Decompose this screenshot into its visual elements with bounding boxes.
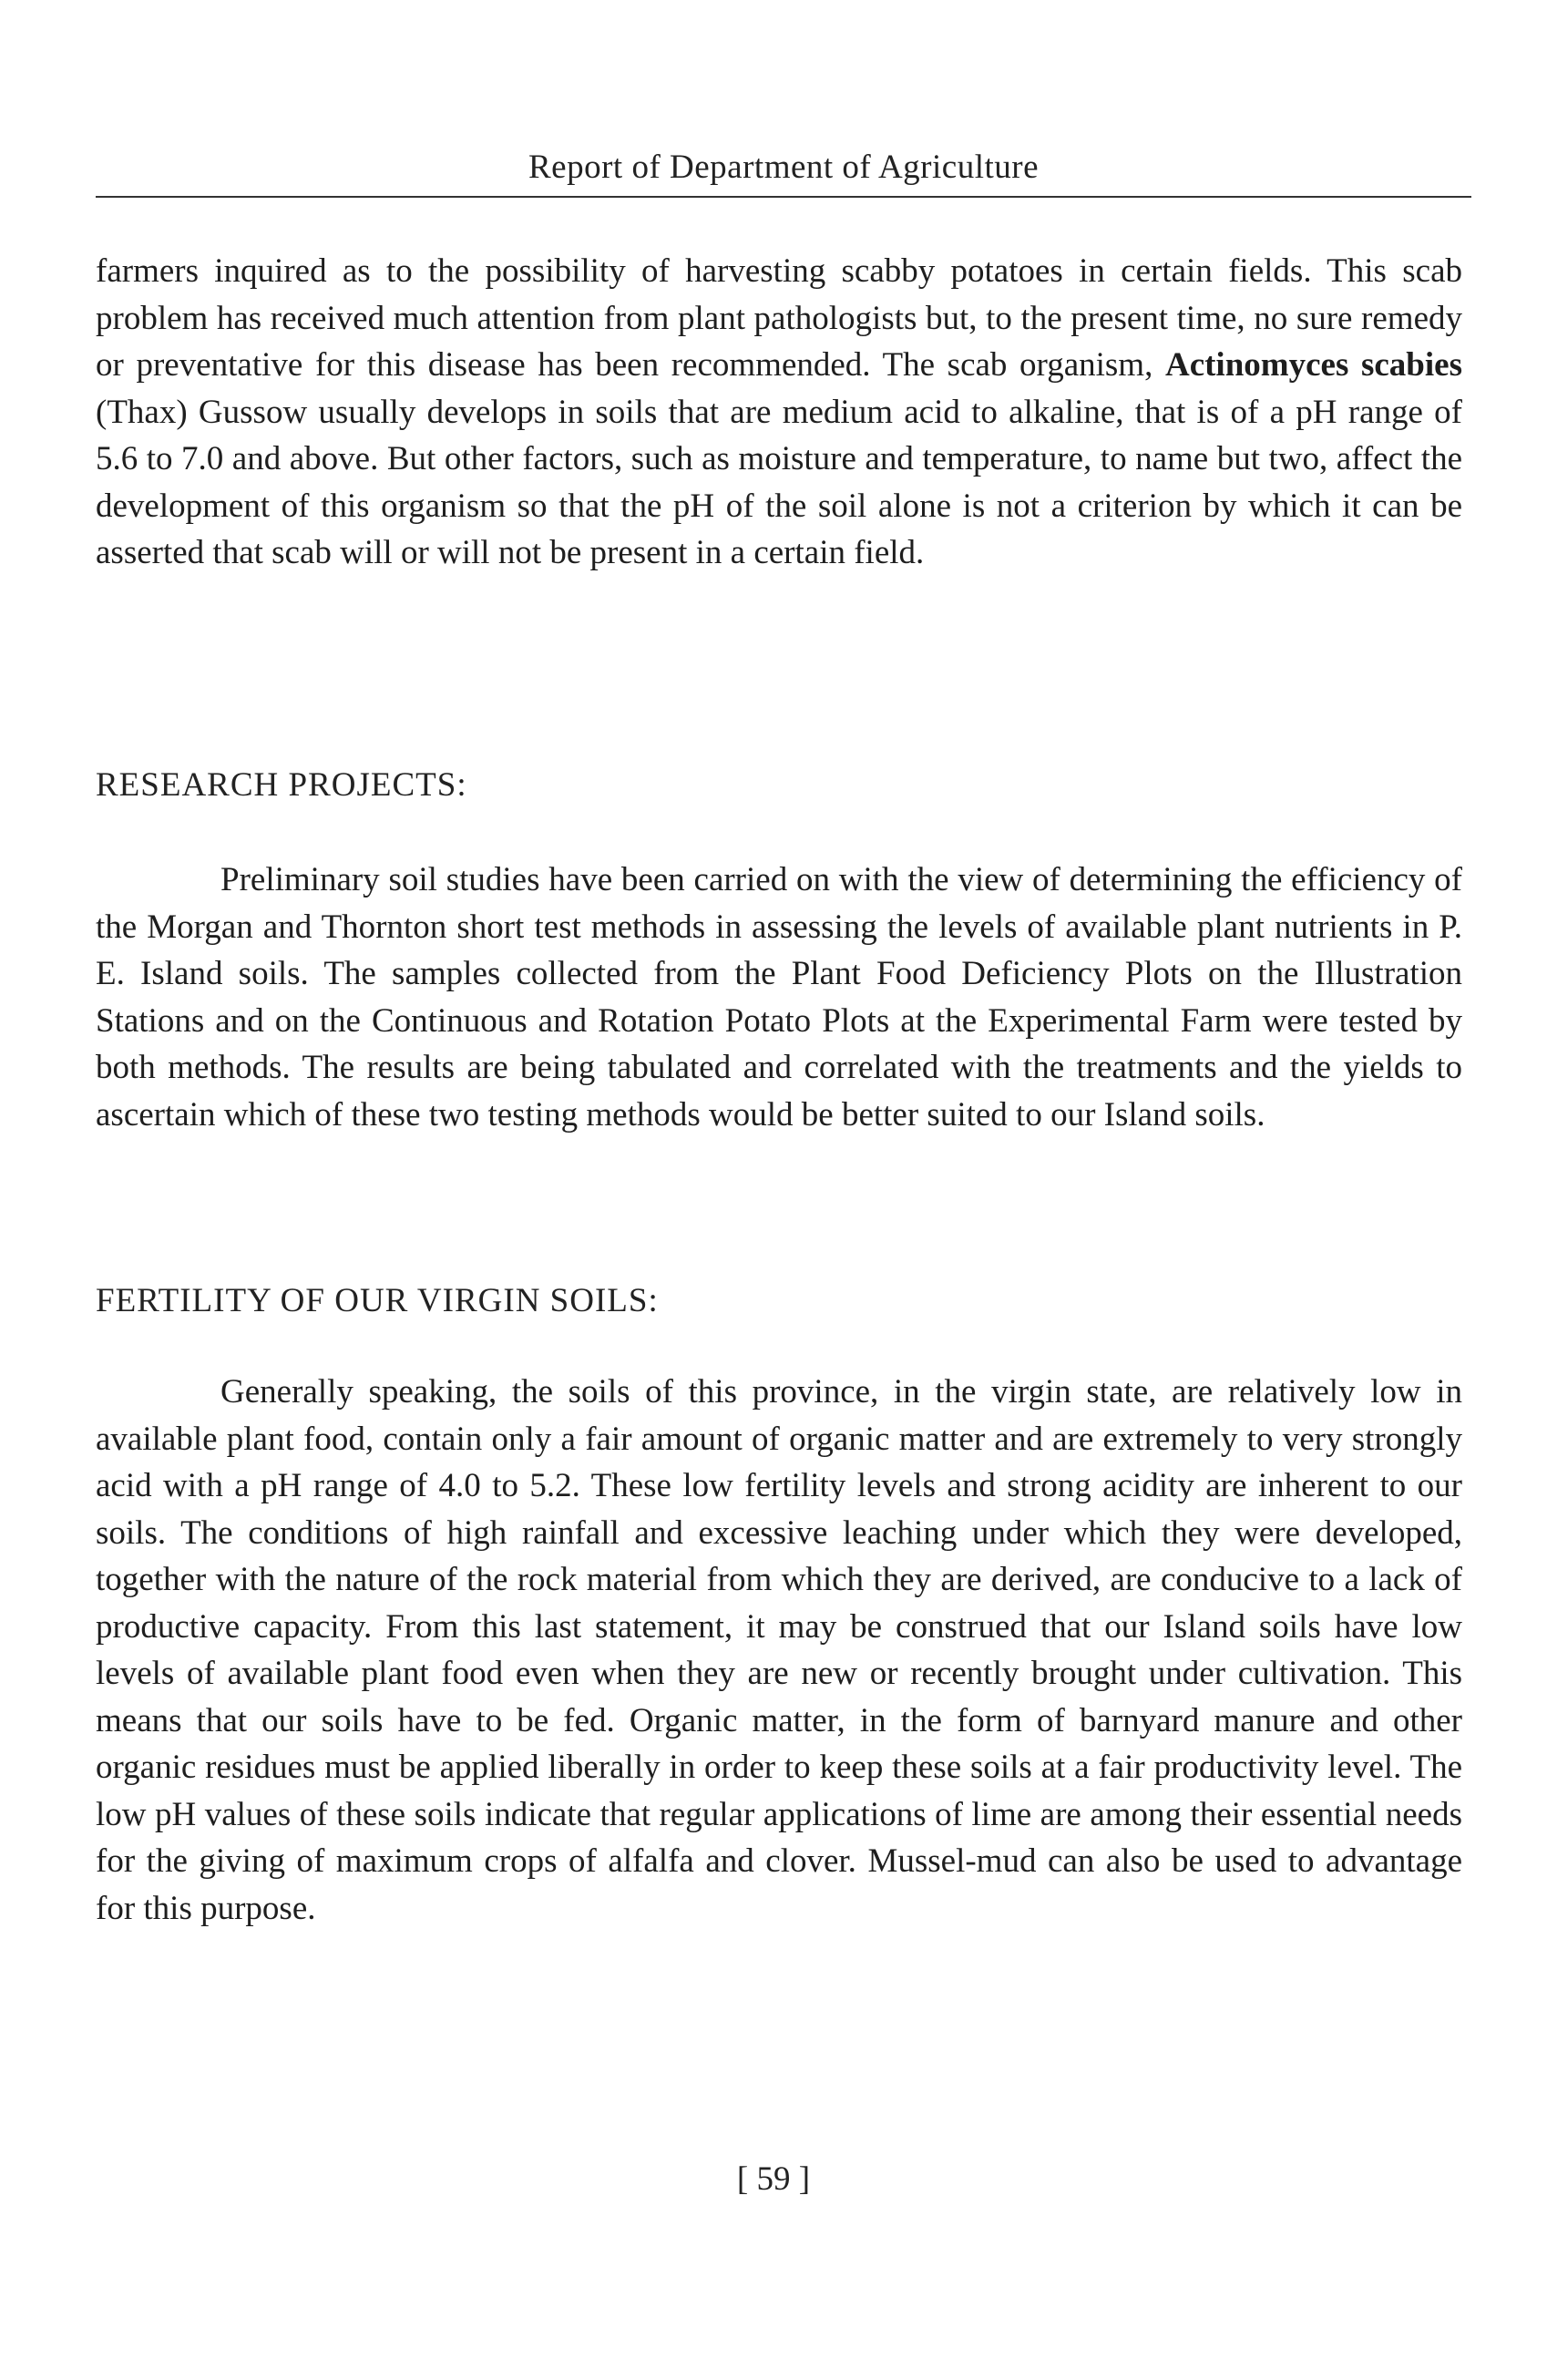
page-number: [ 59 ] bbox=[736, 2160, 811, 2198]
section-heading-research: RESEARCH PROJECTS: bbox=[96, 766, 467, 804]
paragraph-scab-text-end: (Thax) Gussow usually develops in soils that are medium acid to alkaline, that is of a pH range of 5.6 to 7.0 and above. But other factors, such as moisture and temperature, to name but two, affect the development of this organism so that the pH of the soil alone is not a criterion by which it can be asserted that scab will or will not be present in a certain field. bbox=[96, 393, 1462, 571]
section-heading-fertility: FERTILITY OF OUR VIRGIN SOILS: bbox=[96, 1282, 659, 1319]
header-rule bbox=[96, 196, 1471, 198]
paragraph-scab-text-start: farmers inquired as to the possibility of harvesting scabby potatoes in certain fields. This scab problem has received much attention from plant pathologists but, to the present time, no sure remedy or preventative for this disease has been recommended. The scab organism, bbox=[96, 252, 1462, 384]
paragraph-scab-continuation bbox=[96, 248, 1462, 577]
organism-name: Actinomyces scabies bbox=[1164, 346, 1462, 384]
paragraph-research: Preliminary soil studies have been carried on with the view of determining the efficiency of the Morgan and Thornton short test methods in assessing the levels of available plant nutrients in P. E. Island soils. The samples collected from the Plant Food Deficiency Plots on the Illustration Stations and on the Continuous and Rotation Potato Plots at the Experimental Farm were tested by both methods. The results are being tabulated and correlated with the treatments and the yields to ascertain which of these two testing methods would be better suited to our Island soils. bbox=[96, 861, 1462, 1134]
paragraph-fertility: Generally speaking, the soils of this province, in the virgin state, are relatively low in available plant food, contain only a fair amount of organic matter and are extremely to very strongly acid with a pH range of 4.0 to 5.2. These low fertility levels and strong acidity are inherent to our soils. The conditions of high rainfall and excessive leaching under which they were developed, together with the nature of the rock material from which they are derived, are conducive to a lack of productive capacity. From this last statement, it may be construed that our Island soils have low levels of available plant food even when they are new or recently brought under cultivation. This means that our soils have to be fed. Organic matter, in the form of barnyard manure and other organic residues must be applied liberally in order to keep these soils at a fair productivity level. The low pH values of these soils indicate that regular applications of lime are among their essential needs for the giving of maximum crops of alfalfa and clover. Mussel-mud can also be used to advantage for this purpose. bbox=[96, 1373, 1462, 1927]
running-header: Report of Department of Agriculture bbox=[528, 149, 1039, 186]
